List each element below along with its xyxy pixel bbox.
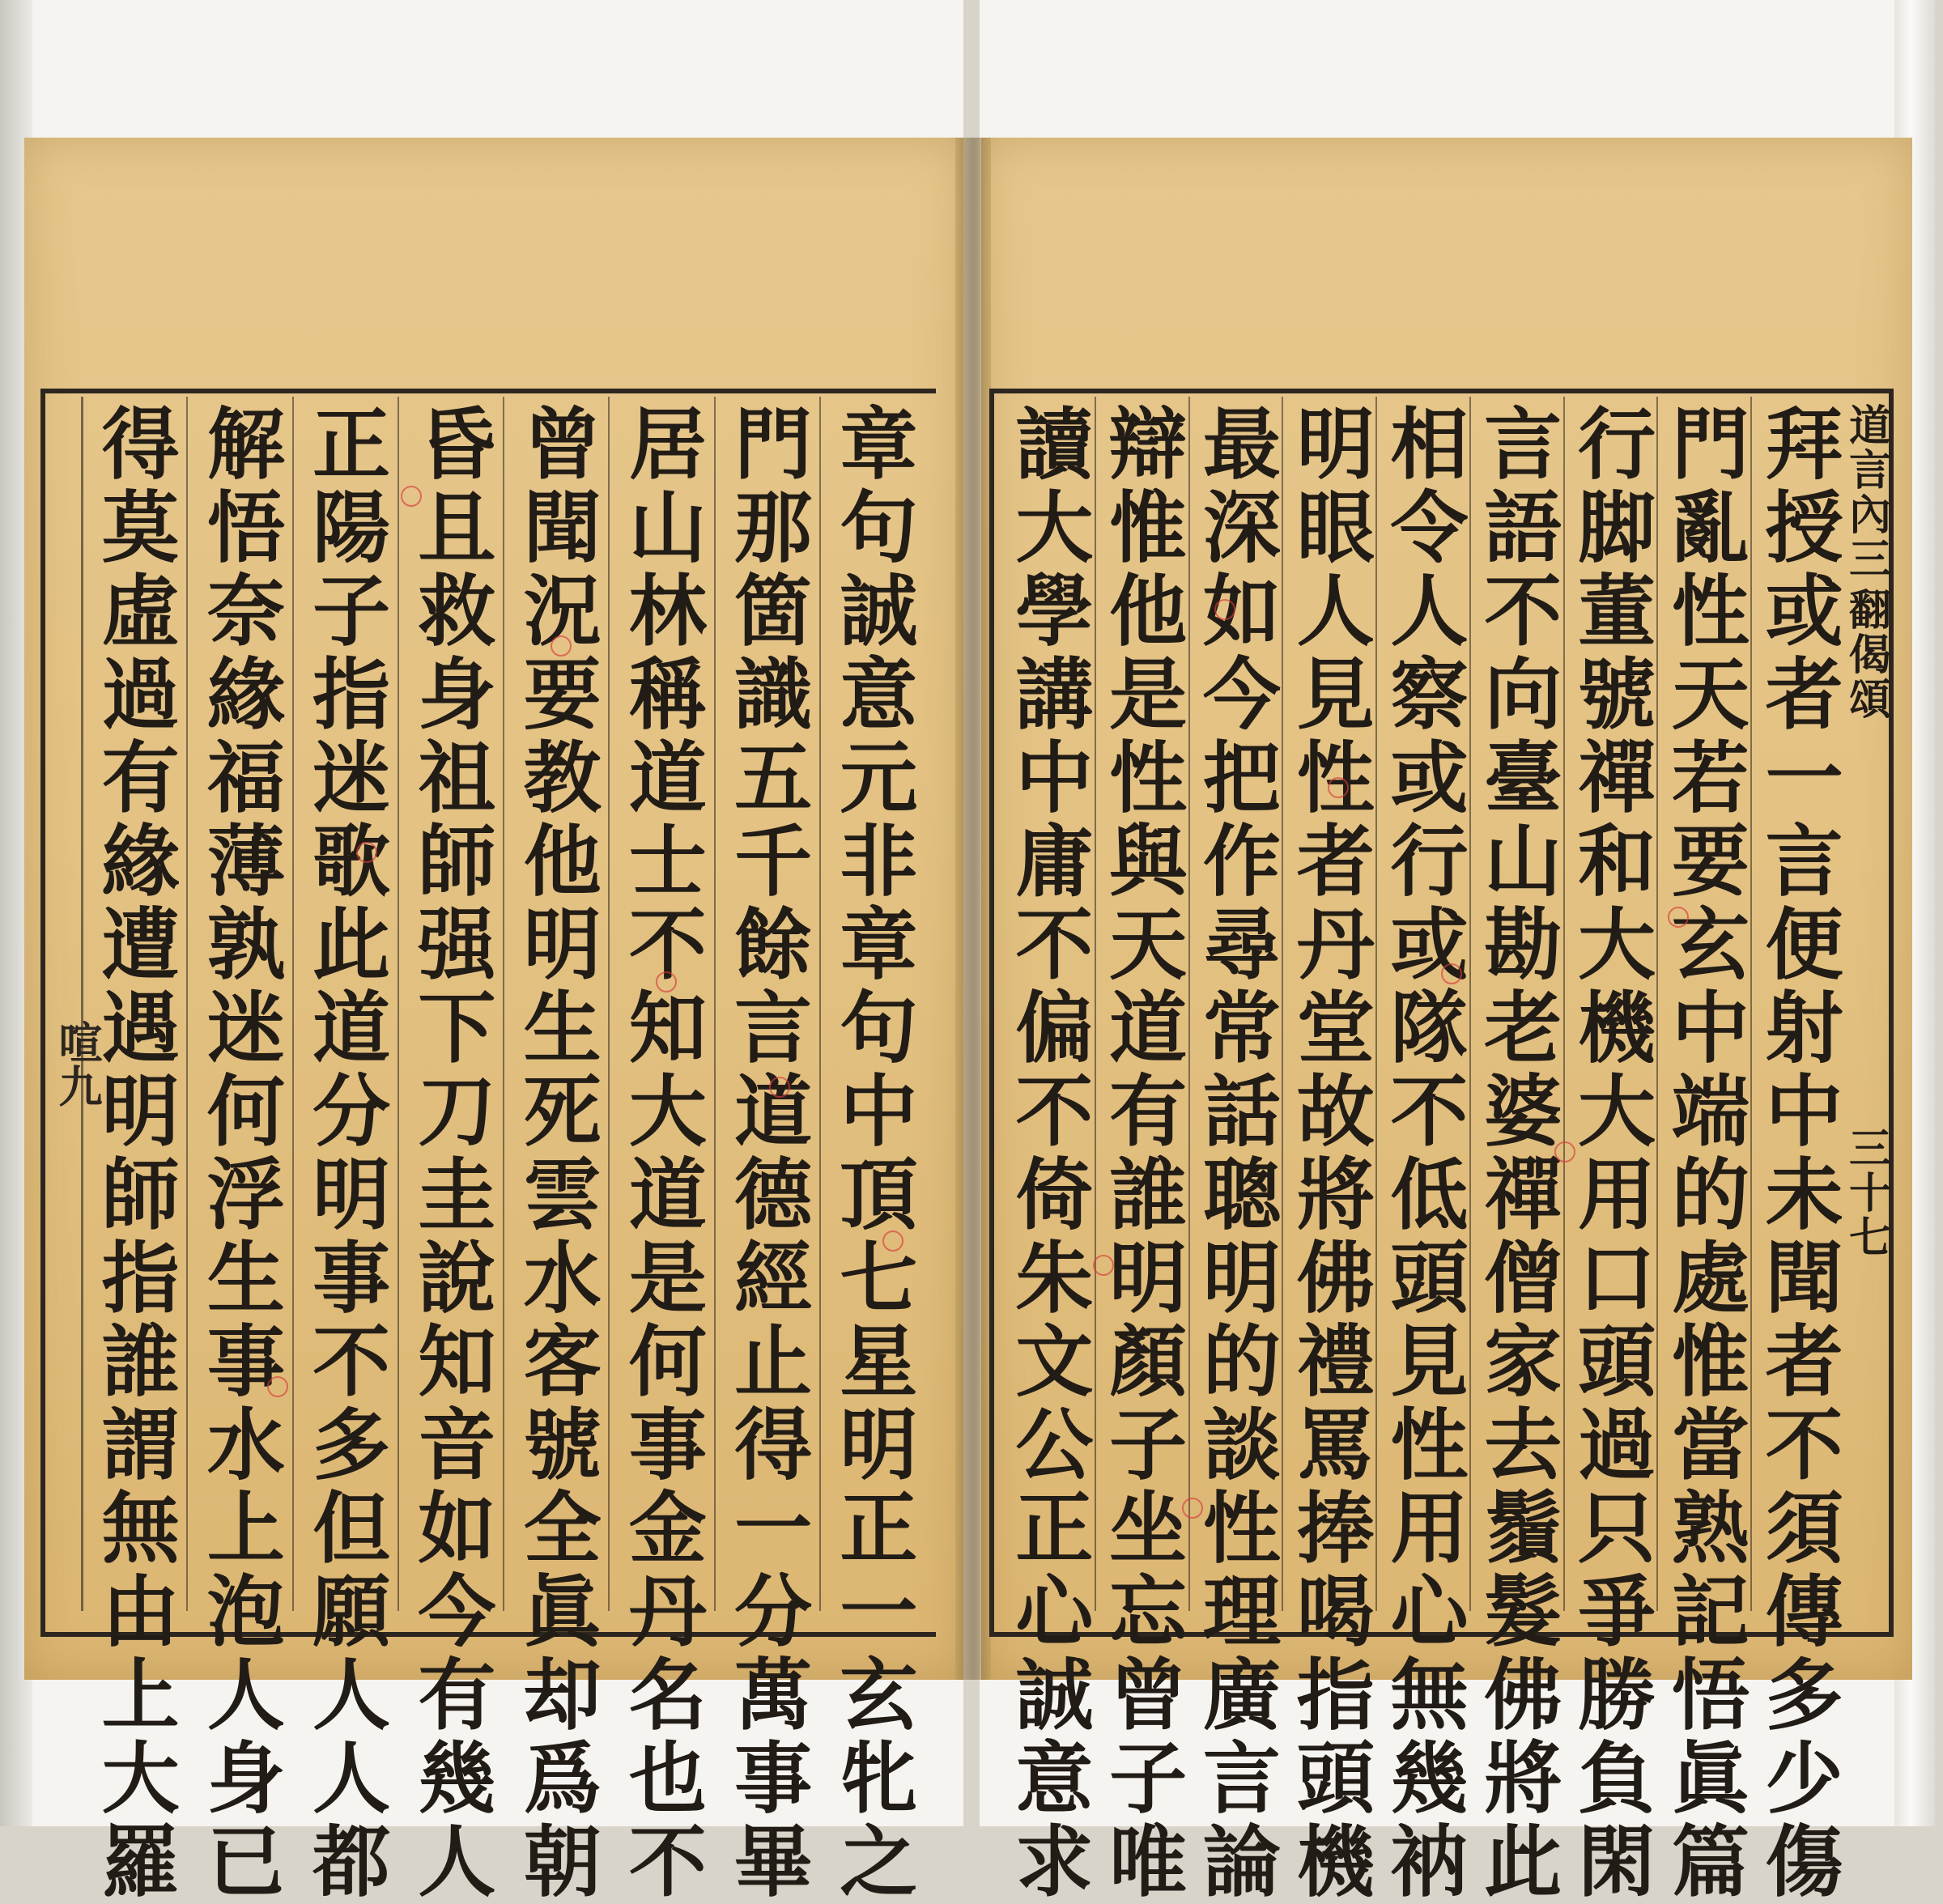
text-column	[1375, 397, 1469, 1904]
column-text: 解悟奈緣福薄孰迷何浮生事水上泡人身已	[194, 403, 287, 1904]
column-text: 章句誠意元非章句中頂七星明正一玄牝之	[827, 403, 919, 1904]
column-text: 相令人察或行或隊不低頭見性用心無幾衲	[1377, 403, 1469, 1904]
text-column	[714, 397, 819, 1904]
right-page-columns	[1002, 397, 1845, 1904]
red-circle-annotation	[1182, 1498, 1203, 1519]
running-header-suffix: 翻偈頌	[1841, 588, 1891, 721]
column-text: 門亂性天若要玄中端的處惟當熟記悟眞篇	[1659, 403, 1751, 1904]
red-circle-annotation	[1214, 599, 1235, 620]
red-circle-annotation	[1328, 777, 1349, 798]
text-column	[1002, 397, 1095, 1904]
text-column	[83, 397, 186, 1904]
column-text: 昏且救身祖師强下刀圭說知音如今有幾人	[405, 403, 497, 1904]
red-circle-annotation	[551, 635, 572, 657]
column-text: 行脚董號禪和大機大用口頭過只爭勝負閑	[1565, 403, 1657, 1904]
text-column	[1563, 397, 1657, 1904]
column-text: 最深如今把作尋常話聰明的談性理廣言論	[1190, 403, 1282, 1904]
block-center-margin	[1841, 397, 1891, 1611]
book-gutter	[955, 138, 991, 1680]
text-column	[186, 397, 291, 1904]
running-header: 道言內三	[1841, 403, 1891, 581]
column-text: 拜授或者一言便射中未聞者不須傳多少傷	[1753, 403, 1845, 1904]
column-text: 居山林稱道士不知大道是何事金丹名也不	[616, 403, 708, 1904]
red-circle-annotation	[1441, 963, 1462, 984]
red-circle-annotation	[356, 842, 377, 863]
text-column	[1750, 397, 1845, 1904]
column-text: 言語不向臺山勘老婆禪僧家去鬚髮佛將此	[1471, 403, 1563, 1904]
column-text: 門那箇識五千餘言道德經止得一分萬事畢	[721, 403, 814, 1904]
text-column	[1656, 397, 1751, 1904]
column-text: 辯惟他是性與天道有誰明顏子坐忘曾子唯	[1096, 403, 1188, 1904]
text-column	[1282, 397, 1376, 1904]
red-circle-annotation	[656, 971, 677, 992]
red-circle-annotation	[401, 486, 422, 507]
text-column	[503, 397, 608, 1904]
column-text: 正陽子指迷歌此道分明事不多但願人人都	[300, 403, 392, 1904]
left-margin-label: 喧九	[52, 1020, 104, 1107]
text-column	[1469, 397, 1563, 1904]
column-text: 曾聞況要教他明生死雲水客號全眞却爲朝	[511, 403, 603, 1904]
text-column	[398, 397, 503, 1904]
column-text: 讀大學講中庸不偏不倚朱文公正心誠意求	[1002, 403, 1095, 1904]
red-circle-annotation	[882, 1230, 903, 1252]
red-circle-annotation	[1093, 1255, 1114, 1276]
text-column	[1188, 397, 1282, 1904]
column-text: 得莫虛過有緣遭遇明師指誰謂無由上大羅	[89, 403, 181, 1904]
page-number: 三十七	[1841, 1126, 1891, 1260]
text-column	[819, 397, 925, 1904]
text-column	[608, 397, 713, 1904]
text-column	[1095, 397, 1188, 1904]
left-page-columns	[83, 397, 925, 1904]
text-column	[292, 397, 398, 1904]
red-circle-annotation	[1668, 907, 1689, 928]
red-circle-annotation	[267, 1376, 288, 1397]
red-circle-annotation	[769, 1077, 790, 1098]
red-circle-annotation	[1554, 1141, 1575, 1162]
column-text: 明眼人見性者丹堂故將佛禮罵捧喝指頭機	[1284, 403, 1376, 1904]
